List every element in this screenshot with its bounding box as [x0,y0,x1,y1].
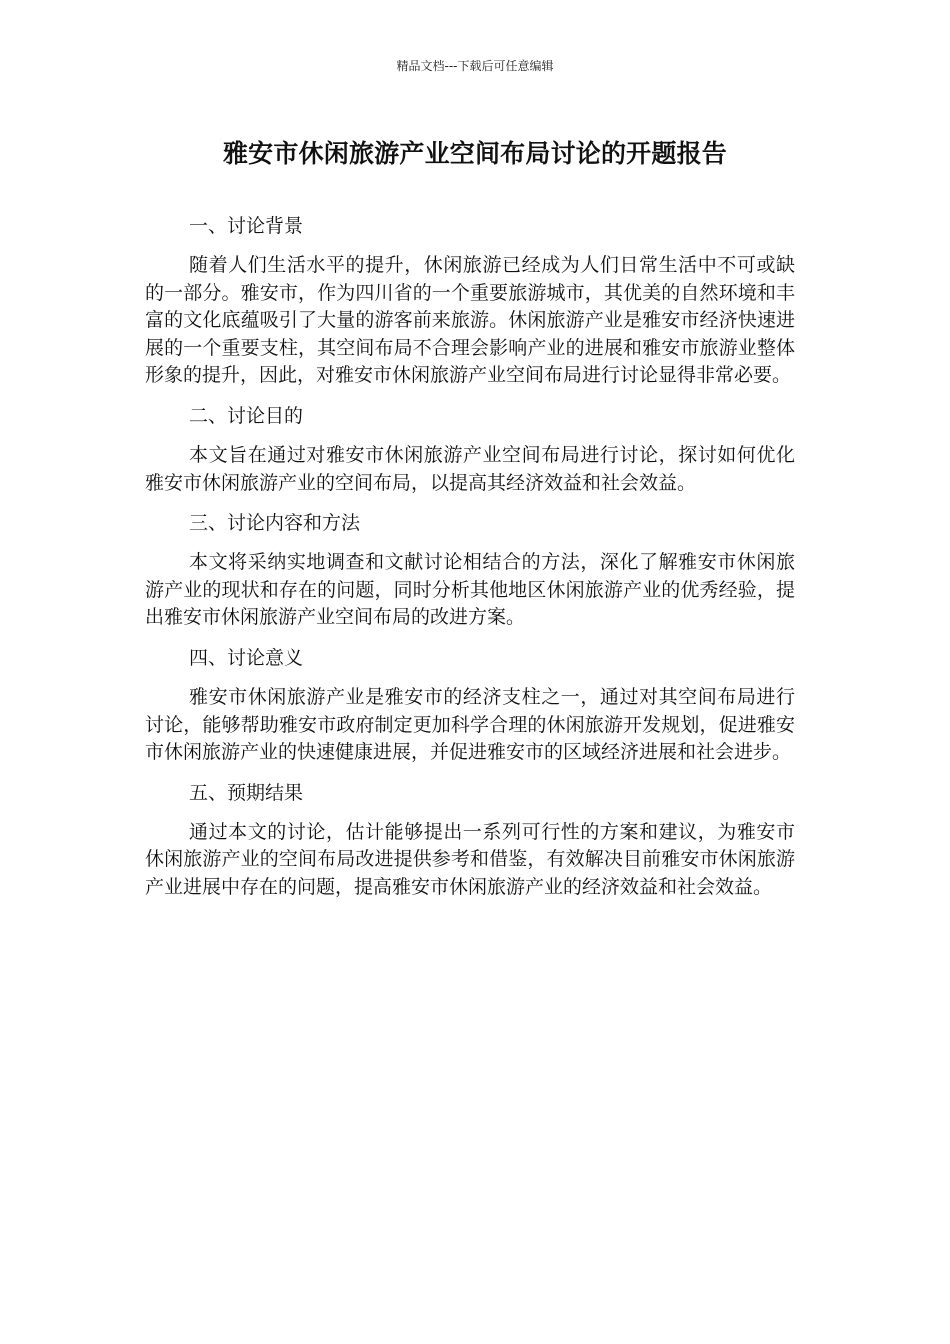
section-paragraph: 随着人们生活水平的提升，休闲旅游已经成为人们日常生活中不可或缺的一部分。雅安市，作为四川省的一个重要旅游城市，其优美的自然环境和丰富的文化底蕴吸引了大量的游客前来旅游。休闲旅游产业是雅安市经济快速进展的一个重要支柱，其空间布局不合理会影响产业的进展和雅安市旅游业整体形象的提升，因此，对雅安市休闲旅游产业空间布局进行讨论显得非常必要。 [145,254,795,387]
document-body [145,212,795,914]
header-note: 精品文档---下载后可任意编辑 [396,59,554,73]
section-content-methods [145,509,795,632]
section-paragraph: 雅安市休闲旅游产业是雅安市的经济支柱之一，通过对其空间布局进行讨论，能够帮助雅安市政府制定更加科学合理的休闲旅游开发规划，促进雅安市休闲旅游产业的快速健康进展，并促进雅安市的区域经济进展和社会进步。 [145,685,795,764]
section-background [145,212,795,390]
section-paragraph: 本文将采纳实地调查和文献讨论相结合的方法，深化了解雅安市休闲旅游产业的现状和存在的问题，同时分析其他地区休闲旅游产业的优秀经验，提出雅安市休闲旅游产业空间布局的改进方案。 [145,551,795,629]
section-heading: 一、讨论背景 [189,215,304,237]
section-paragraph: 通过本文的讨论，估计能够提出一系列可行性的方案和建议，为雅安市休闲旅游产业的空间布局改进提供参考和借鉴，有效解决目前雅安市休闲旅游产业进展中存在的问题，提高雅安市休闲旅游产业的经济效益和社会效益。 [145,820,795,898]
section-heading: 四、讨论意义 [189,646,304,669]
section-heading: 二、讨论目的 [189,404,304,427]
section-heading: 五、预期结果 [189,781,304,804]
section-heading: 三、讨论内容和方法 [189,512,361,535]
section-expected-results [145,779,795,902]
document-title: 雅安市休闲旅游产业空间布局讨论的开题报告 [222,139,727,168]
section-significance [145,644,795,767]
section-paragraph: 本文旨在通过对雅安市休闲旅游产业空间布局进行讨论，探讨如何优化雅安市休闲旅游产业的空间布局，以提高其经济效益和社会效益。 [145,443,795,494]
section-purpose [145,402,795,497]
